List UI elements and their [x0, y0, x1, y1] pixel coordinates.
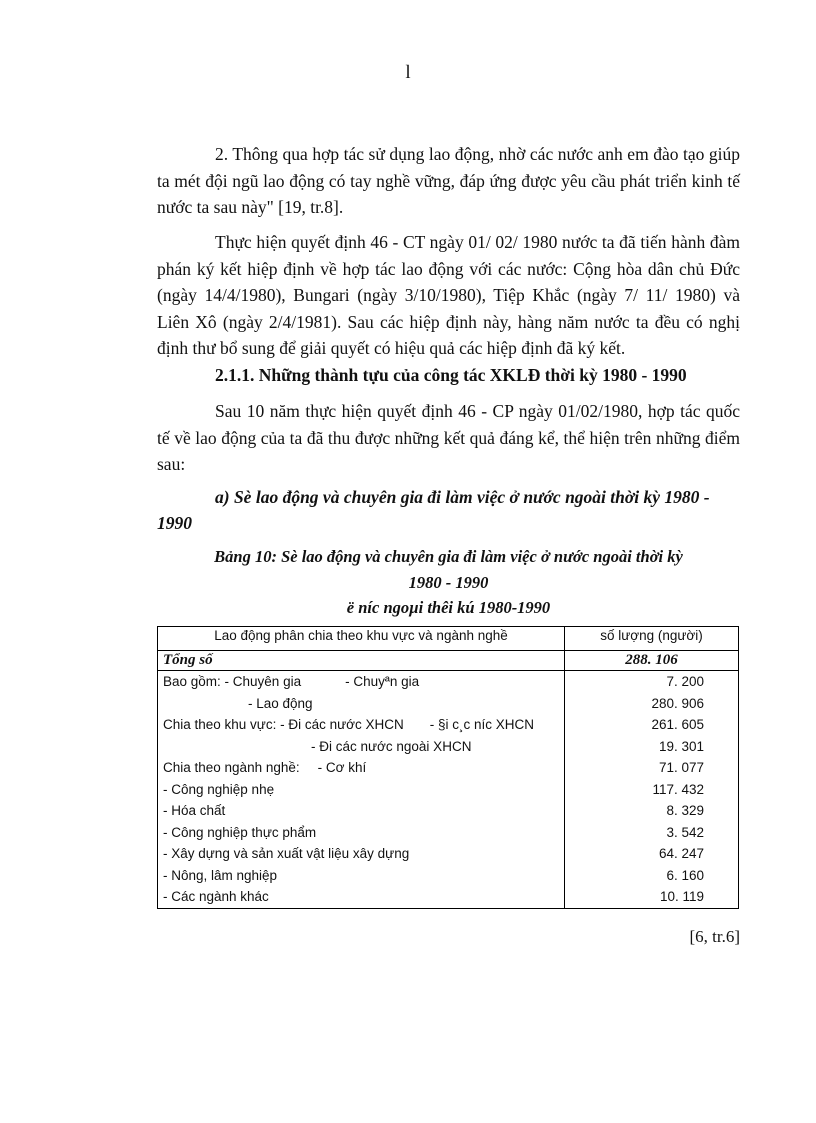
row-label: - Đi các nước ngoài XHCN — [158, 736, 565, 758]
total-label: Tổng số — [158, 651, 565, 671]
row-value: 6. 160 — [565, 865, 739, 887]
table-caption-line-3: ë níc ngoµi thêi kú 1980-1990 — [346, 598, 551, 617]
table-header-row — [158, 627, 739, 651]
row-value: 19. 301 — [565, 736, 739, 758]
section-heading: 2.1.1. Những thành tựu của công tác XKLĐ thời kỳ 1980 - 1990 — [215, 365, 687, 385]
header-category: Lao động phân chia theo khu vực và ngành nghề — [158, 627, 565, 651]
header-quantity: số lượng (người) — [565, 627, 739, 651]
paragraph-3: Sau 10 năm thực hiện quyết định 46 - CP ngày 01/02/1980, hợp tác quốc tế về lao động của ta đã thu được những kết quả đáng kể, thể hiện trên những điểm sau: — [157, 401, 740, 474]
row-value: 10. 119 — [565, 886, 739, 908]
total-value: 288. 106 — [565, 651, 739, 671]
row-value: 71. 077 — [565, 757, 739, 779]
paragraph-1: 2. Thông qua hợp tác sử dụng lao động, nhờ các nước anh em đào tạo giúp ta mét đội ngũ lao động có tay nghề vững, đáp ứng được yêu cầu phát triển kinh tế nước ta sau này" [19, tr.8]. — [157, 144, 740, 217]
table-row — [158, 736, 739, 758]
row-value: 280. 906 — [565, 693, 739, 715]
table-row — [158, 800, 739, 822]
table-row — [158, 822, 739, 844]
table-caption-line-1: Bảng 10: Sè lao động và chuyên gia đi làm việc ở nước ngoài thời kỳ — [214, 547, 683, 566]
row-value: 8. 329 — [565, 800, 739, 822]
table-row — [158, 843, 739, 865]
sub-heading: a) Sè lao động và chuyên gia đi làm việc ở nước ngoài thời kỳ 1980 - 1990 — [157, 487, 710, 533]
row-value: 64. 247 — [565, 843, 739, 865]
table-row — [158, 865, 739, 887]
table-row-total — [158, 651, 739, 671]
labor-table — [157, 626, 739, 909]
row-label: Chia theo ngành nghề: - Cơ khí — [158, 757, 565, 779]
table-caption-line-2: 1980 - 1990 — [408, 573, 489, 592]
table-row — [158, 757, 739, 779]
row-label: - Lao động — [158, 693, 565, 715]
row-label: - Các ngành khác — [158, 886, 565, 908]
table-row — [158, 886, 739, 908]
row-label: - Hóa chất — [158, 800, 565, 822]
row-label: - Nông, lâm nghiệp — [158, 865, 565, 887]
row-label: - Công nghiệp thực phẩm — [158, 822, 565, 844]
row-label: Chia theo khu vực: - Đi các nước XHCN - §i c¸c níc XHCN — [158, 714, 565, 736]
source-citation: [6, tr.6] — [689, 927, 740, 946]
row-value: 7. 200 — [565, 671, 739, 693]
table-row — [158, 671, 739, 693]
row-value: 3. 542 — [565, 822, 739, 844]
row-label: - Công nghiệp nhẹ — [158, 779, 565, 801]
row-value: 117. 432 — [565, 779, 739, 801]
table-row — [158, 714, 739, 736]
row-label: - Xây dựng và sản xuất vật liệu xây dựng — [158, 843, 565, 865]
page-number: l — [405, 62, 411, 83]
row-value: 261. 605 — [565, 714, 739, 736]
table-row — [158, 693, 739, 715]
paragraph-2: Thực hiện quyết định 46 - CT ngày 01/ 02/ 1980 nước ta đã tiến hành đàm phán ký kết hiệp định về hợp tác lao động với các nước: Cộng hòa dân chủ Đức (ngày 14/4/1980), Bungari (ngày 3/10/1980), Tiệp Khắc (ngày 7/ 11/ 1980) và Liên Xô (ngày 2/4/1981). Sau các hiệp định này, hàng năm nước ta đều có nghị định thư bổ sung để giải quyết có hiệu quả các hiệp định đã ký kết. — [157, 232, 740, 358]
row-label: Bao gồm: - Chuyên gia - Chuyªn gia — [158, 671, 565, 693]
table-row — [158, 779, 739, 801]
